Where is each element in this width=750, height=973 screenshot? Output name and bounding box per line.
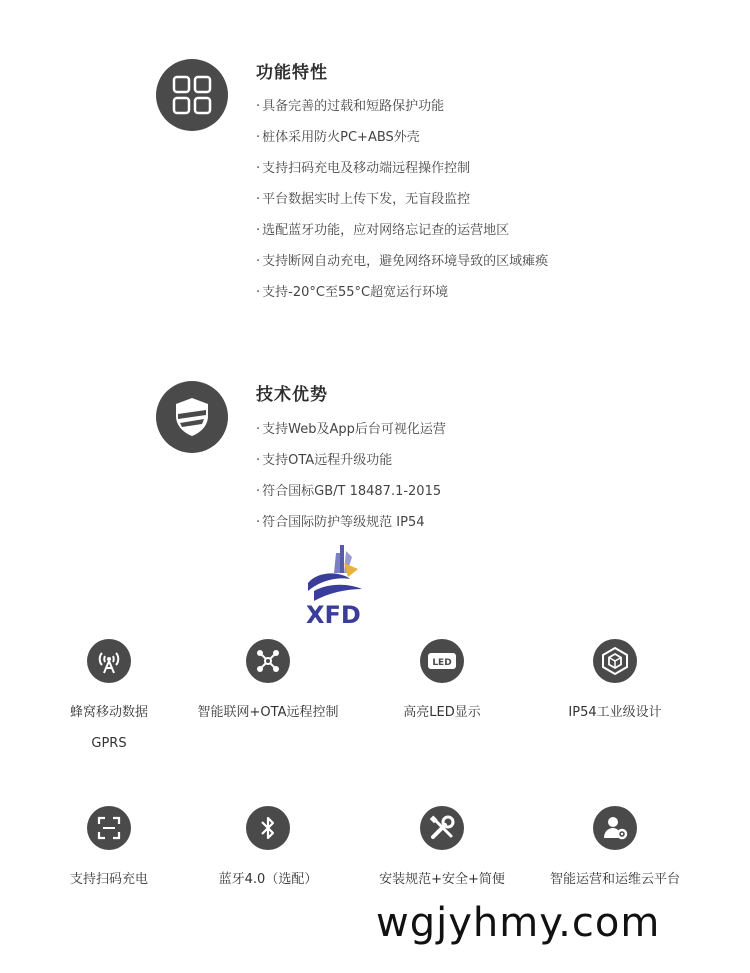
feature-led <box>357 639 527 728</box>
signal-tower-icon <box>87 639 131 683</box>
feature-label: 高亮LED显示 <box>403 705 481 720</box>
feature-item: · 选配蓝牙功能，应对网络忘记查的运营地区 <box>256 221 548 252</box>
user-gear-icon <box>593 806 637 850</box>
advantage-item: · 支持Web及App后台可视化运营 <box>256 420 446 451</box>
feature-cloud-platform <box>530 806 700 895</box>
feature-install <box>357 806 527 895</box>
advantages-section-icon <box>156 381 228 453</box>
xfd-logo <box>300 543 372 625</box>
shield-icon <box>172 396 212 438</box>
feature-item: · 支持断网自动充电，避免网络环境导致的区域瘫痪 <box>256 252 548 283</box>
scan-icon <box>87 806 131 850</box>
advantages-title: 技术优势 <box>256 385 328 405</box>
feature-label: 智能运营和运维云平台 <box>549 872 680 887</box>
feature-gprs <box>24 639 194 759</box>
advantage-item: · 符合国际防护等级规范 IP54 <box>256 513 446 544</box>
feature-scan <box>24 806 194 895</box>
grid-icon <box>171 74 213 116</box>
feature-label: IP54工业级设计 <box>568 705 662 720</box>
logo-text: XFD <box>306 601 361 625</box>
feature-label: 蓝牙4.0（选配） <box>218 872 318 887</box>
advantage-item: · 符合国标GB/T 18487.1-2015 <box>256 482 446 513</box>
feature-label: 蜂窝移动数据 <box>69 705 148 720</box>
feature-label: 智能联网+OTA远程控制 <box>197 705 339 720</box>
feature-bluetooth <box>183 806 353 895</box>
watermark-text: wgjyhmy.com <box>376 900 661 946</box>
hexagon-cube-icon <box>593 639 637 683</box>
tools-icon <box>420 806 464 850</box>
feature-item: · 具备完善的过载和短路保护功能 <box>256 97 548 128</box>
features-title: 功能特性 <box>256 63 328 83</box>
feature-sublabel: GPRS <box>91 736 127 751</box>
feature-ip54 <box>530 639 700 728</box>
network-nodes-icon <box>246 639 290 683</box>
bluetooth-icon <box>246 806 290 850</box>
feature-item: · 桩体采用防火PC+ABS外壳 <box>256 128 548 159</box>
advantages-list <box>256 420 446 544</box>
feature-label: 安装规范+安全+简便 <box>379 872 505 887</box>
features-section-icon <box>156 59 228 131</box>
feature-label: 支持扫码充电 <box>69 872 148 887</box>
feature-item: · 平台数据实时上传下发，无盲段监控 <box>256 190 548 221</box>
feature-item: · 支持-20°C至55°C超宽运行环境 <box>256 283 548 314</box>
advantage-item: · 支持OTA远程升级功能 <box>256 451 446 482</box>
feature-ota <box>183 639 353 728</box>
led-icon <box>420 639 464 683</box>
features-list <box>256 97 548 314</box>
svg-text:LED: LED <box>432 658 452 668</box>
feature-item: · 支持扫码充电及移动端远程操作控制 <box>256 159 548 190</box>
